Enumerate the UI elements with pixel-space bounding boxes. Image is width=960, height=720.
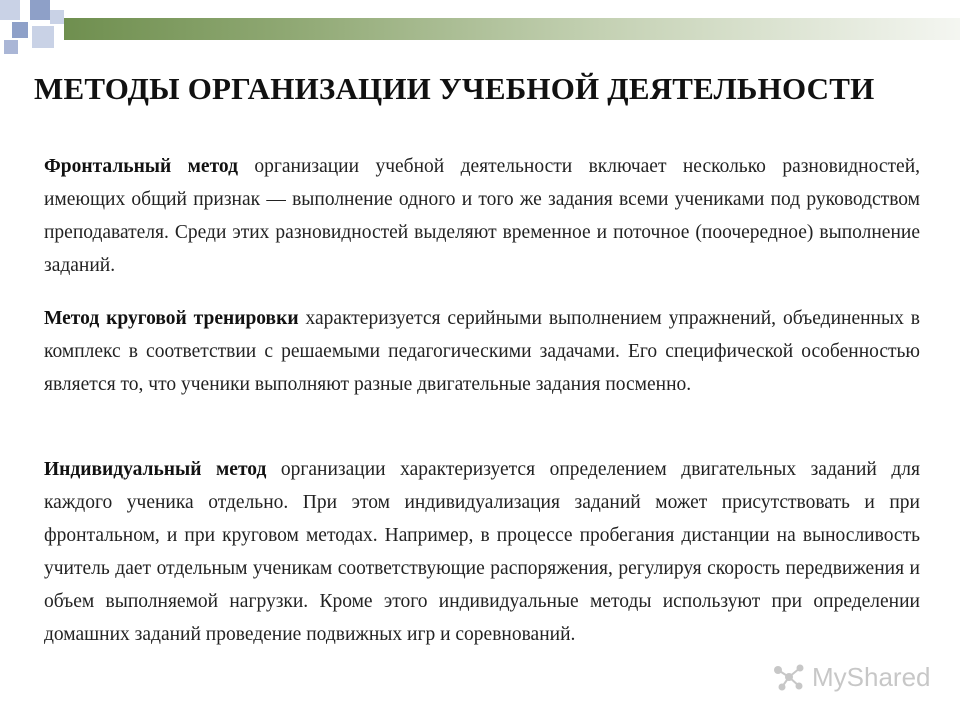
graph-network-icon xyxy=(772,662,806,692)
slide-title: МЕТОДЫ ОРГАНИЗАЦИИ УЧЕБНОЙ ДЕЯТЕЛЬНОСТИ xyxy=(34,71,875,106)
term-frontal-method: Фронтальный метод xyxy=(44,156,238,177)
decor-square xyxy=(4,40,18,54)
paragraph-text: организации характеризуется определением двигательных заданий для каждого ученика отдельно. При этом индивидуализация заданий может присутствовать и при фронтальном, и при круговом методах. Например, в процессе пробегания дистанции на выносливость учитель дает отдельным ученикам соответствующие распоряжения, регулируя скорость передвижения и объем выполняемой нагрузки. Кроме этого индивидуальные методы используют при определении домашних заданий проведение подвижных игр и соревнований. xyxy=(44,459,920,645)
watermark xyxy=(772,660,931,694)
paragraph-circuit-training xyxy=(44,302,920,401)
paragraph-frontal-method xyxy=(44,150,920,282)
paragraph-individual-method xyxy=(44,453,920,651)
header-decoration xyxy=(0,0,960,60)
paragraph-text: организации учебной деятельности включает несколько разновидностей, имеющих общий признак — выполнение одного и того же задания всеми учениками под руководством преподавателя. Среди этих разновидностей выделяют временное и поточное (поочередное) выполнение заданий. xyxy=(44,156,920,276)
term-individual-method: Индивидуальный метод xyxy=(44,459,267,480)
watermark-text: MyShared xyxy=(812,661,931,692)
decor-square xyxy=(30,0,50,20)
header-gradient-band xyxy=(64,18,960,40)
term-circuit-training: Метод круговой тренировки xyxy=(44,308,299,329)
paragraph-text: характеризуется серийными выполнением упражнений, объединенных в комплекс в соответствии с решаемыми педагогическими задачами. Его специфической особенностью является то, что ученики выполняют разные двигательные задания посменно. xyxy=(44,308,920,395)
decor-square xyxy=(12,22,28,38)
decor-square xyxy=(32,26,54,48)
decor-square xyxy=(50,10,64,24)
decor-square xyxy=(0,0,20,20)
